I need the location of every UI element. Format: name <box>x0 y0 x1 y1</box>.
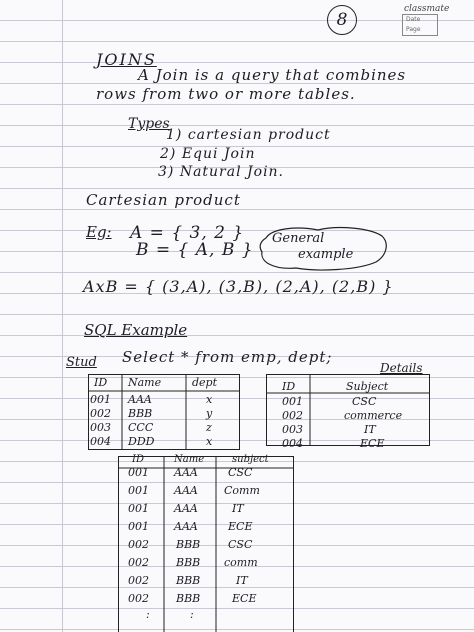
result-cell: BBB <box>176 592 201 605</box>
result-cell: IT <box>232 502 244 515</box>
title: JOINS <box>96 50 157 69</box>
result-cell: 001 <box>128 466 149 479</box>
emp-cell: DDD <box>128 435 155 448</box>
result-cell: ECE <box>228 520 253 533</box>
emp-col-id: ID <box>94 376 108 389</box>
result-cell: 002 <box>128 592 149 605</box>
result-cell: CSC <box>228 466 253 479</box>
note-line-1: General <box>272 231 325 246</box>
result-cell: CSC <box>228 538 253 551</box>
result-col-id: ID <box>132 454 144 465</box>
dept-cell: ECE <box>360 437 385 450</box>
dept-cell: CSC <box>352 395 377 408</box>
continuation-dots: : <box>146 608 150 621</box>
date-label: Date <box>406 16 421 23</box>
result-cell: ECE <box>232 592 257 605</box>
intro-line-2: rows from two or more tables. <box>96 85 356 103</box>
types-heading: Types <box>128 116 170 132</box>
dept-cell: 002 <box>282 409 303 422</box>
cartesian-heading: Cartesian product <box>86 191 241 209</box>
note-line-2: example <box>298 247 354 262</box>
result-cell: 002 <box>128 574 149 587</box>
dept-col-id: ID <box>282 380 296 393</box>
dept-cell: 003 <box>282 423 303 436</box>
result-cell: AAA <box>174 484 198 497</box>
emp-col-name: Name <box>128 376 162 389</box>
result-cell: BBB <box>176 574 201 587</box>
result-cell: 001 <box>128 484 149 497</box>
emp-cell: BBB <box>128 407 153 420</box>
emp-cell: y <box>206 407 213 420</box>
emp-cell: 004 <box>90 435 111 448</box>
emp-cell: x <box>206 435 213 448</box>
result-cell: 002 <box>128 538 149 551</box>
emp-cell: z <box>206 421 212 434</box>
result-cell: 001 <box>128 520 149 533</box>
emp-cell: AAA <box>128 393 152 406</box>
type-3: 3) Natural Join. <box>158 164 285 180</box>
result-cell: comm <box>224 556 258 569</box>
dept-cell: commerce <box>344 409 403 422</box>
query-prefix: Stud <box>66 355 97 370</box>
continuation-dots: : <box>190 608 194 621</box>
result-cell: BBB <box>176 556 201 569</box>
margin-line <box>62 0 63 632</box>
dept-col-subject: Subject <box>346 380 389 393</box>
result-cell: AAA <box>174 466 198 479</box>
result-cell: 001 <box>128 502 149 515</box>
set-b: B = { A, B } <box>136 240 254 260</box>
brand-label: classmate <box>404 4 450 14</box>
emp-cell: x <box>206 393 213 406</box>
sql-heading: SQL Example <box>84 321 188 339</box>
type-2: 2) Equi Join <box>160 146 256 162</box>
result-cell: Comm <box>224 484 260 497</box>
result-cell: BBB <box>176 538 201 551</box>
emp-cell: CCC <box>128 421 154 434</box>
emp-cell: 002 <box>90 407 111 420</box>
result-cell: AAA <box>174 520 198 533</box>
intro-line-1: A Join is a query that combines <box>138 66 407 84</box>
result-col-name: Name <box>174 454 205 465</box>
result-cell: 002 <box>128 556 149 569</box>
example-label: Eg: <box>86 223 112 241</box>
emp-cell: 003 <box>90 421 111 434</box>
dept-cell: IT <box>364 423 376 436</box>
product-result: AxB = { (3,A), (3,B), (2,A), (2,B) } <box>83 277 394 296</box>
query: Select * from emp, dept; <box>122 348 333 366</box>
emp-cell: 001 <box>90 393 111 406</box>
result-cell: AAA <box>174 502 198 515</box>
details-label: Details <box>380 361 423 375</box>
page-label: Page <box>406 26 421 33</box>
date-page-box <box>402 14 438 36</box>
page-number: 8 <box>327 5 357 35</box>
result-cell: IT <box>236 574 248 587</box>
type-1: 1) cartesian product <box>166 127 331 143</box>
dept-cell: 001 <box>282 395 303 408</box>
dept-cell: 004 <box>282 437 303 450</box>
emp-col-dept: dept <box>192 376 218 389</box>
set-a: A = { 3, 2 } <box>130 223 245 243</box>
result-col-subject: subject <box>232 454 269 465</box>
